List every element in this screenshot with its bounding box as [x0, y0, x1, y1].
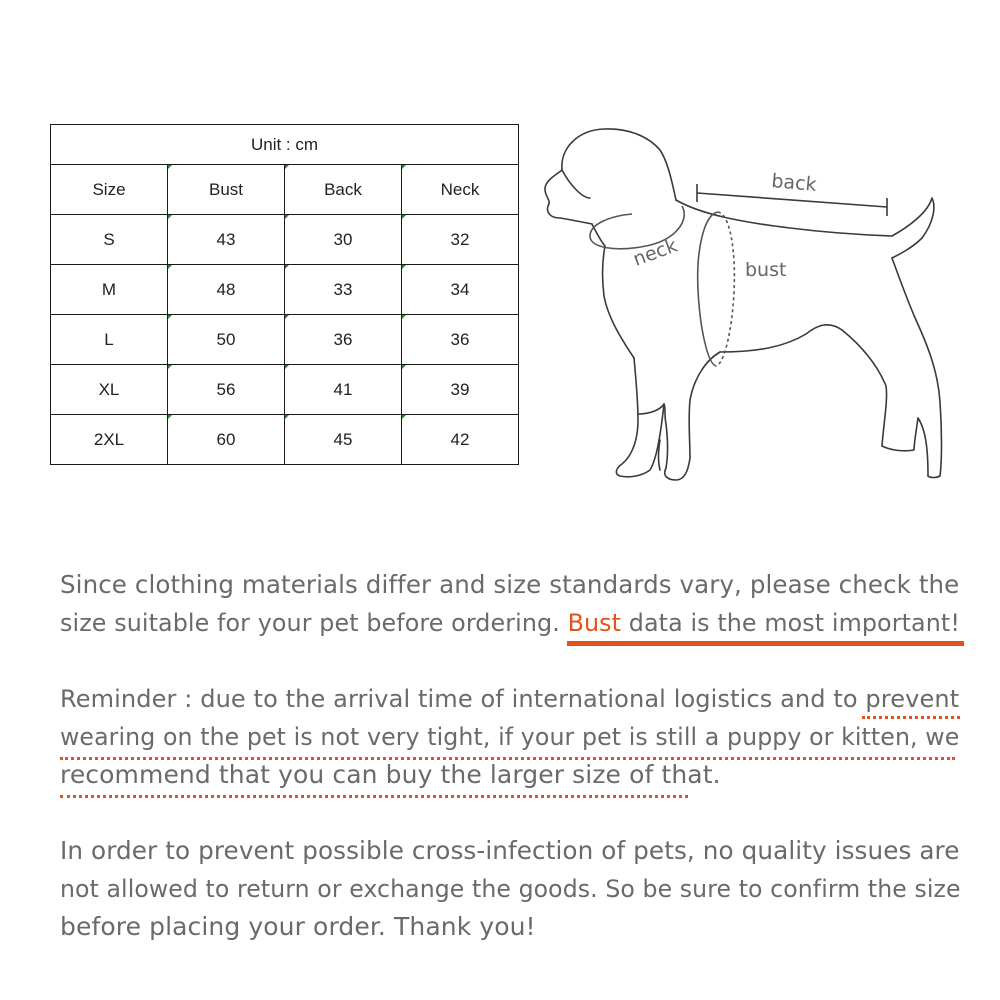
dog-measurement-diagram	[538, 120, 948, 490]
bust-cell: 56	[168, 365, 285, 415]
neck-cell: 39	[402, 365, 519, 415]
size-cell: L	[51, 315, 168, 365]
back-label: back	[770, 170, 818, 196]
neck-label: neck	[630, 234, 681, 271]
bust-measure-ring	[698, 212, 735, 366]
table-row	[51, 315, 519, 365]
reminder-paragraph	[60, 680, 960, 794]
size-cell: M	[51, 265, 168, 315]
header-bust: Bust	[168, 165, 285, 215]
size-chart-table	[50, 124, 519, 465]
unit-row	[51, 125, 519, 165]
bust-cell: 50	[168, 315, 285, 365]
bust-cell: 48	[168, 265, 285, 315]
bust-cell: 60	[168, 415, 285, 465]
neck-cell: 42	[402, 415, 519, 465]
size-cell: S	[51, 215, 168, 265]
bust-cell: 43	[168, 215, 285, 265]
text-line: recommend that you can buy the larger size of that.	[60, 760, 721, 789]
back-cell: 30	[285, 215, 402, 265]
header-back: Back	[285, 165, 402, 215]
table-row	[51, 215, 519, 265]
unit-label: Unit : cm	[51, 125, 519, 165]
table-row	[51, 265, 519, 315]
table-row	[51, 365, 519, 415]
text-fragment: data is the most important!	[621, 609, 960, 637]
text-line: not allowed to return or exchange the goods. So be sure to confirm the size	[60, 875, 961, 903]
return-policy-paragraph	[60, 832, 960, 946]
bust-label: bust	[745, 259, 787, 281]
text-line: Since clothing materials differ and size standards vary, please check the	[60, 570, 960, 599]
text-line: before placing your order. Thank you!	[60, 912, 536, 941]
neck-cell: 32	[402, 215, 519, 265]
text-line: In order to prevent possible cross-infection of pets, no quality issues are	[60, 836, 960, 865]
dotted-underline	[60, 795, 688, 798]
header-neck: Neck	[402, 165, 519, 215]
back-cell: 45	[285, 415, 402, 465]
back-cell: 33	[285, 265, 402, 315]
text-line: Reminder : due to the arrival time of international logistics and to prevent	[60, 685, 960, 713]
back-cell: 41	[285, 365, 402, 415]
text-line	[60, 604, 960, 642]
table-row	[51, 415, 519, 465]
header-row	[51, 165, 519, 215]
dotted-underline	[60, 757, 955, 760]
text-line: wearing on the pet is not very tight, if your pet is still a puppy or kitten, we	[60, 723, 960, 751]
bust-highlight: Bust	[567, 609, 622, 637]
dog-outline-icon	[545, 129, 942, 480]
emphasis-underline	[567, 641, 964, 646]
size-cell: 2XL	[51, 415, 168, 465]
neck-cell: 36	[402, 315, 519, 365]
dotted-underline	[862, 716, 960, 719]
header-size: Size	[51, 165, 168, 215]
back-cell: 36	[285, 315, 402, 365]
size-cell: XL	[51, 365, 168, 415]
size-advice-paragraph	[60, 566, 960, 642]
text-fragment: size suitable for your pet before ordering.	[60, 609, 568, 637]
neck-cell: 34	[402, 265, 519, 315]
